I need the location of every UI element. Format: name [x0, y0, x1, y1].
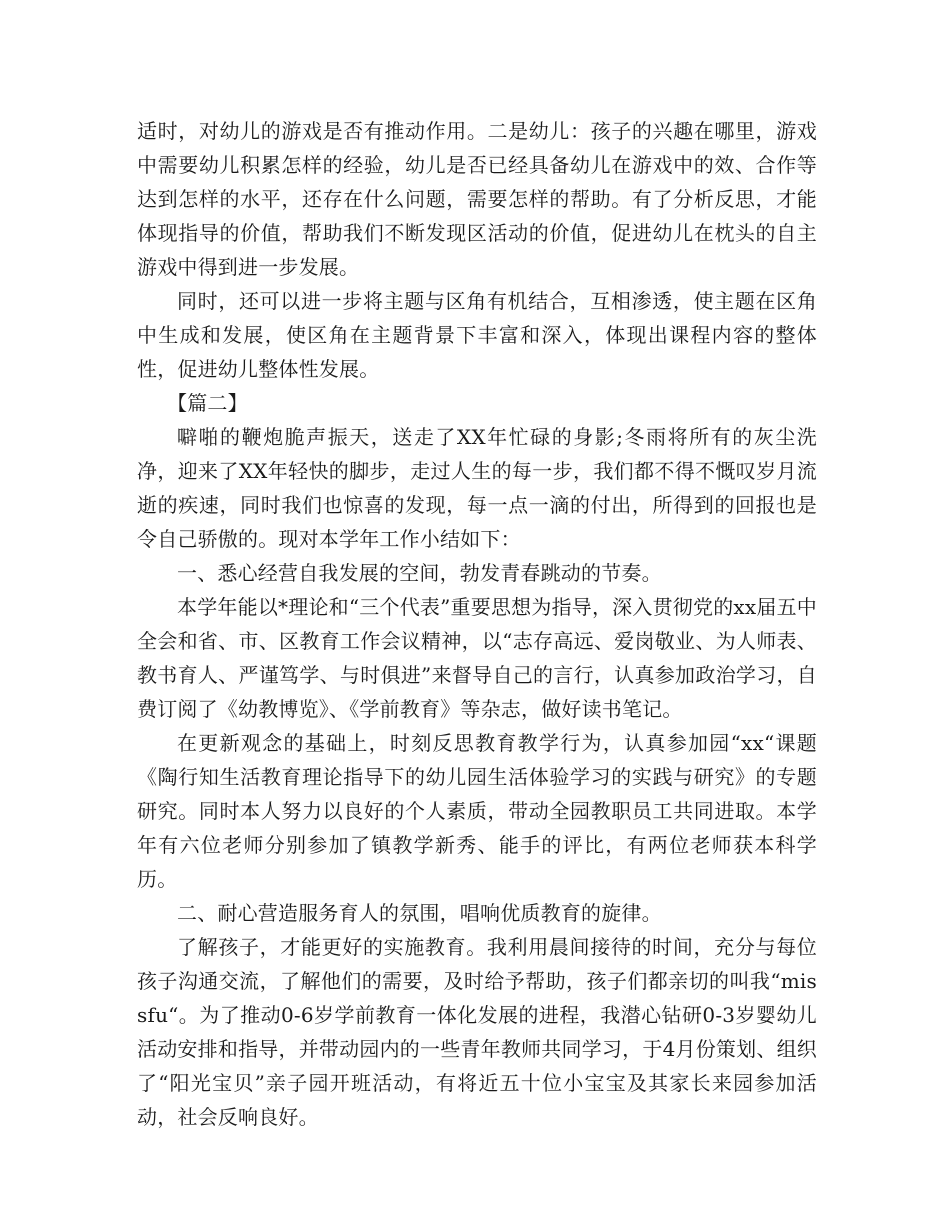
document-body [137, 114, 817, 1134]
paragraph-continuation: 适时，对幼儿的游戏是否有推动作用。二是幼儿：孩子的兴趣在哪里，游戏中需要幼儿积累怎样的经验，幼儿是否已经具备幼儿在游戏中的效、合作等达到怎样的水平，还存在什么问题，需要怎样的帮助。有了分析反思，才能体现指导的价值，帮助我们不断发现区活动的价值，促进幼儿在枕头的自主游戏中得到进一步发展。 [137, 119, 817, 279]
paragraph-political-study: 本学年能以*理论和“三个代表”重要思想为指导，深入贯彻党的xx届五中全会和省、市、区教育工作会议精神，以“志存高远、爱岗敬业、为人师表、教书育人、严谨笃学、与时俱进”来督导自己的言行，认真参加政治学习，自费订阅了《幼教博览》、《学前教育》等杂志，做好读书笔记。 [137, 595, 817, 721]
subheading-one: 一、悉心经营自我发展的空间，勃发青春跳动的节奏。 [177, 561, 662, 585]
paragraph-understanding-children: 了解孩子，才能更好的实施教育。我利用晨间接待的时间，充分与每位孩子沟通交流，了解他们的需要，及时给予帮助，孩子们都亲切的叫我“missfu“。为了推动0-6岁学前教育一体化发展的进程，我潜心钻研0-3岁婴幼儿活动安排和指导，并带动园内的一些青年教师共同学习，于4月份策划、组织了“阳光宝贝”亲子园开班活动，有将近五十位小宝宝及其家长来园参加活动，社会反响良好。 [137, 935, 817, 1129]
paragraph-theme-integration: 同时，还可以进一步将主题与区角有机结合，互相渗透，使主题在区角中生成和发展，使区角在主题背景下丰富和深入，体现出课程内容的整体性，促进幼儿整体性发展。 [137, 289, 817, 381]
section-heading-part-two: 【篇二】 [167, 391, 248, 415]
paragraph-new-year-intro: 噼啪的鞭炮脆声振天，送走了XX年忙碌的身影;冬雨将所有的灰尘洗净，迎来了XX年轻快的脚步，走过人生的每一步，我们都不得不慨叹岁月流逝的疾速，同时我们也惊喜的发现，每一点一滴的付出，所得到的回报也是令自己骄傲的。现对本学年工作小结如下： [137, 425, 817, 551]
paragraph-research: 在更新观念的基础上，时刻反思教育教学行为，认真参加园“xx“课题《陶行知生活教育理论指导下的幼儿园生活体验学习的实践与研究》的专题研究。同时本人努力以良好的个人素质，带动全园教职员工共同进取。本学年有六位老师分别参加了镇教学新秀、能手的评比，有两位老师获本科学历。 [137, 731, 817, 891]
subheading-two: 二、耐心营造服务育人的氛围，唱响优质教育的旋律。 [177, 901, 662, 925]
